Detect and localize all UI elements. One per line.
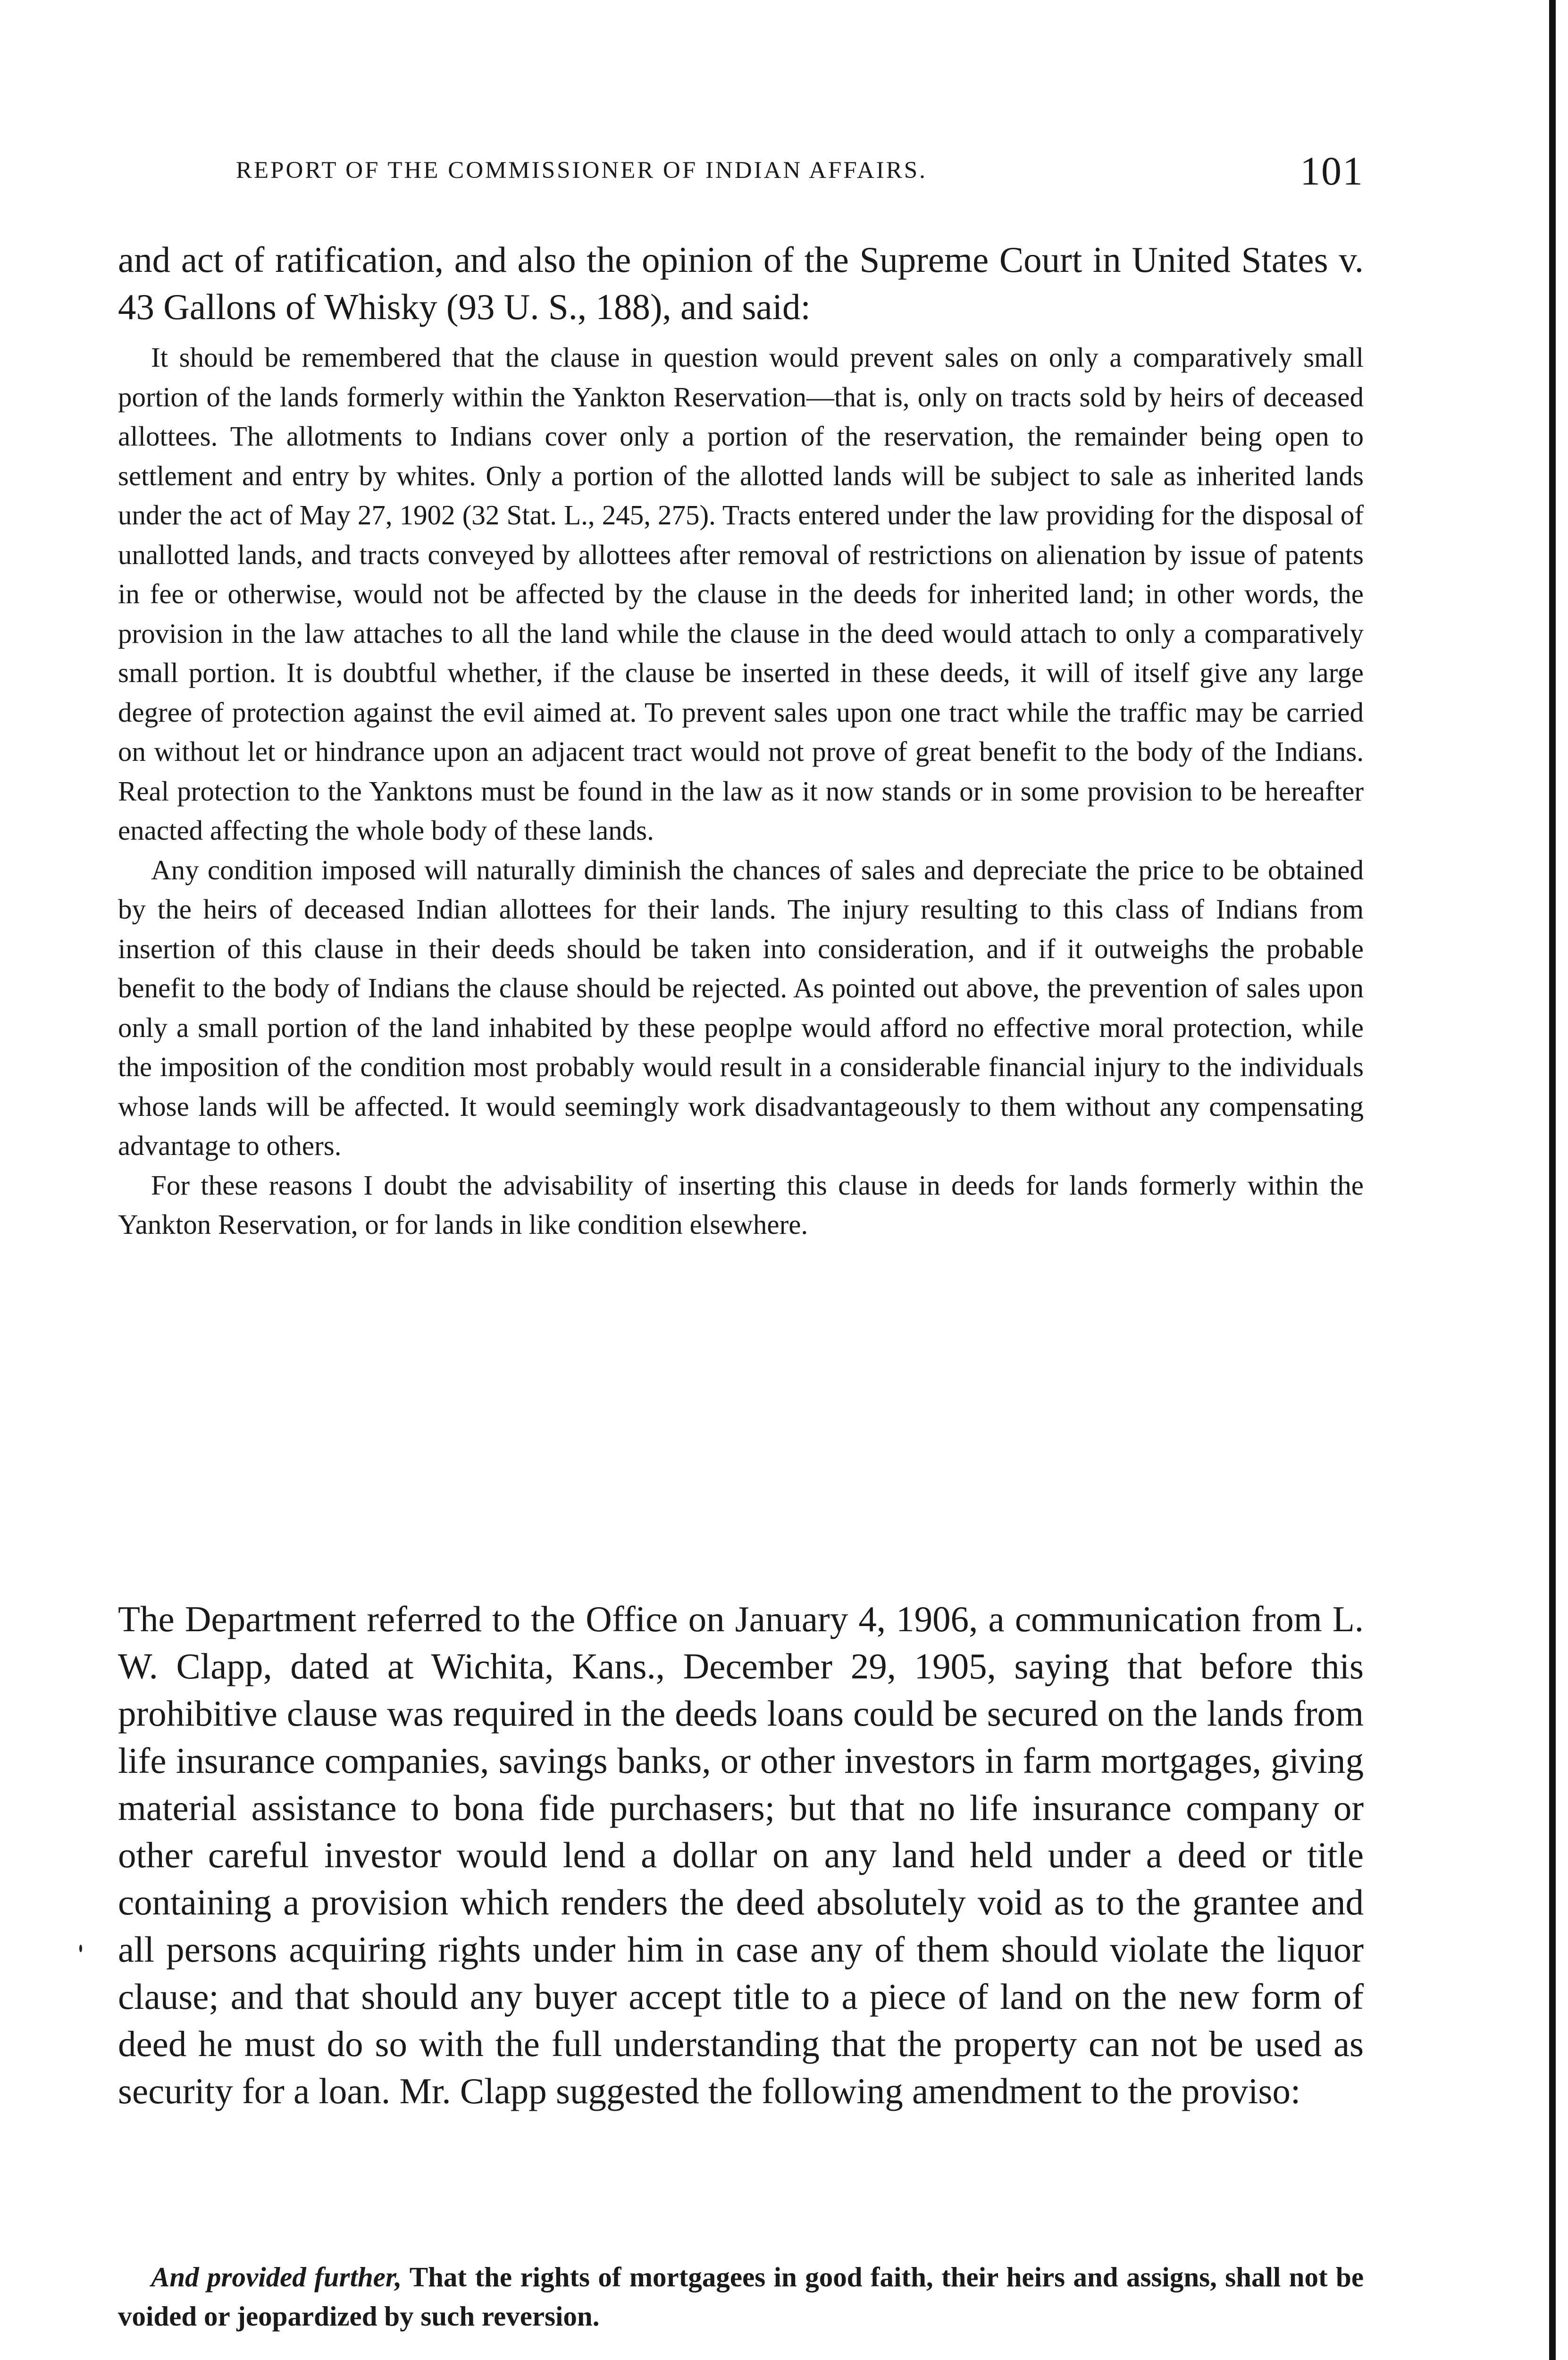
quoted-paragraph: Any condition imposed will naturally diminish the chances of sales and depreciate the price to be obtained by the heirs of deceased Indian allottees for their lands. The injury resulting to this class of Indians from insertion of this clause in their deeds should be taken into consideration, and if it outweighs the probable benefit to the body of Indians the clause should be rejected. As pointed out above, the prevention of sales upon only a small portion of the land inhabited by these peoplpe would afford no effective moral protection, while the imposition of the condition most probably would result in a considerable financial injury to the individuals whose lands will be affected. It would seemingly work disadvantageously to them without any compensating advantage to others. [118, 854, 1364, 1161]
department-paragraph-block [118, 1595, 1364, 2115]
running-head: REPORT OF THE COMMISSIONER OF INDIAN AFFAIRS. [236, 157, 927, 184]
proviso-paragraph [118, 2258, 1364, 2336]
page-number: 101 [1300, 148, 1364, 194]
quoted-paragraph: For these reasons I doubt the advisability of inserting this clause in deeds for lands formerly within the Yankton Reservation, or for lands in like condition elsewhere. [118, 1169, 1364, 1240]
page-edge-rule [1549, 0, 1556, 2360]
proviso-text: That the rights of mortgagees in good faith, their heirs and assigns, shall not be voided or jeopardized by such reversion. [118, 2261, 1364, 2332]
department-paragraph: The Department referred to the Office on January 4, 1906, a communication from L. W. Clapp, dated at Wichita, Kans., December 29, 1905, saying that before this prohibitive clause was required in the deeds loans could be secured on the lands from life insurance companies, savings banks, or other investors in farm mortgages, giving material assistance to bona fide purchasers; but that no life insurance company or other careful investor would lend a dollar on any land held under a deed or title containing a provision which renders the deed absolutely void as to the grantee and all persons acquiring rights under him in case any of them should violate the liquor clause; and that should any buyer accept title to a piece of land on the new form of deed he must do so with the full understanding that the property can not be used as security for a loan. Mr. Clapp suggested the following amendment to the proviso: [118, 1599, 1364, 2111]
margin-speck [79, 1945, 82, 1952]
quoted-paragraph: It should be remembered that the clause in question would prevent sales on only a comparatively small portion of the lands formerly within the Yankton Reservation—that is, only on tracts sold by heirs of deceased allottees. The allotments to Indians cover only a portion of the reservation, the remainder being open to settlement and entry by whites. Only a portion of the allotted lands will be subject to sale as inherited lands under the act of May 27, 1902 (32 Stat. L., 245, 275). Tracts entered under the law providing for the disposal of unallotted lands, and tracts conveyed by allottees after removal of restrictions on alienation by issue of patents in fee or otherwise, would not be affected by the clause in the deeds for inherited land; in other words, the provision in the law attaches to all the land while the clause in the deed would attach to only a comparatively small portion. It is doubtful whether, if the clause be inserted in these deeds, it will of itself give any large degree of protection against the evil aimed at. To prevent sales upon one tract while the traffic may be carried on without let or hindrance upon an adjacent tract would not prove of great benefit to the body of the Indians. Real protection to the Yanktons must be found in the law as it now stands or in some provision to be hereafter enacted affecting the whole body of these lands. [118, 342, 1364, 846]
proviso-lead: And provided further, [151, 2261, 402, 2293]
quoted-opinion [118, 338, 1364, 1245]
opening-paragraph-block [118, 236, 1364, 330]
proposed-amendment [118, 2258, 1364, 2336]
opening-paragraph: and act of ratification, and also the opinion of the Supreme Court in United States v. 43 Gallons of Whisky (93 U. S., 188), and said: [118, 239, 1364, 327]
page-header [118, 147, 1364, 199]
